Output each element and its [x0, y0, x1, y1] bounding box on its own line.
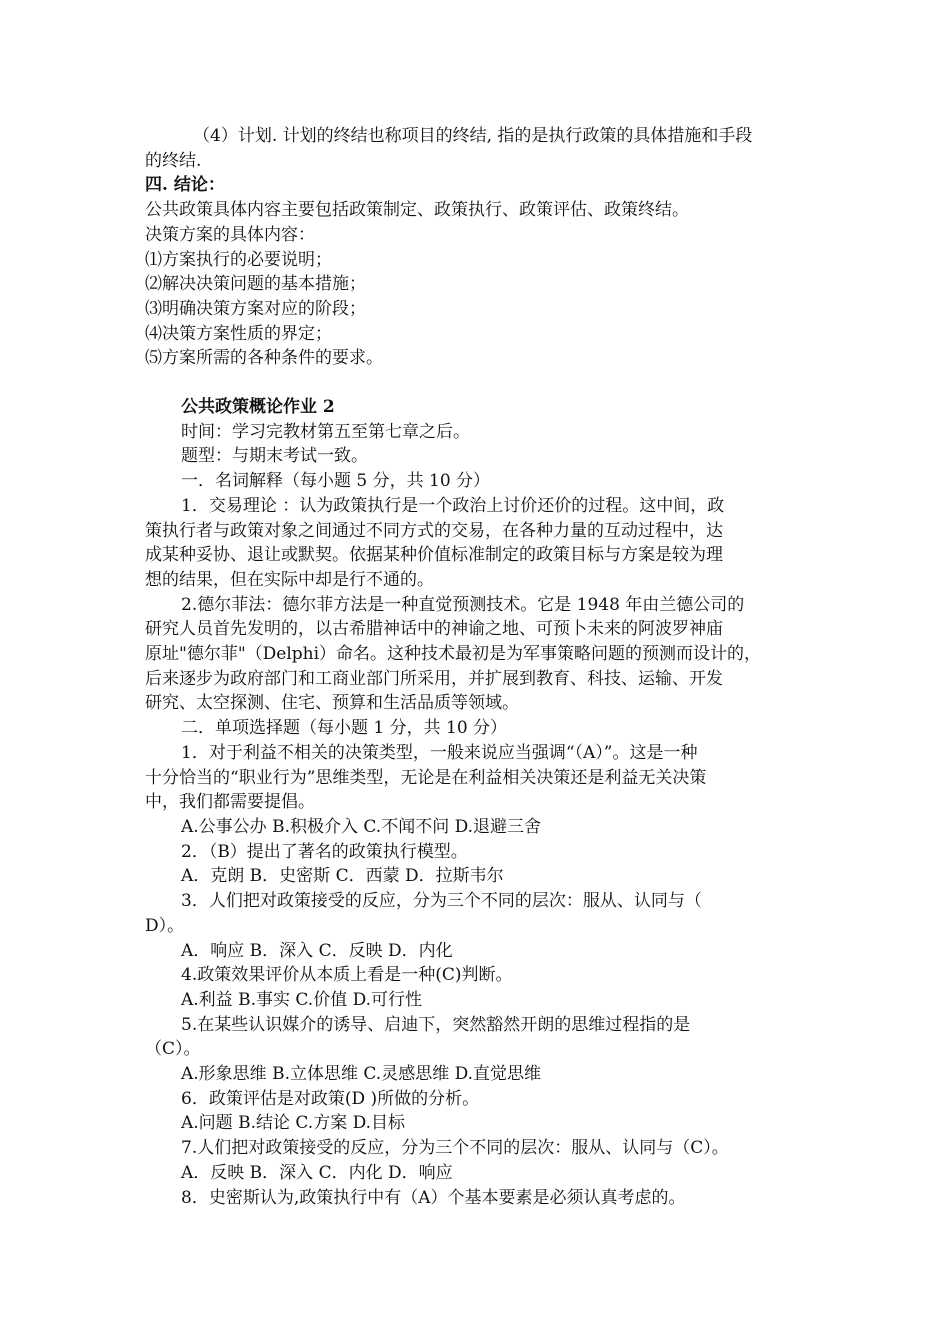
assignment-type: 题型：与期末考试一致。 [181, 446, 368, 467]
term1-line: 策执行者与政策对象之间通过不同方式的交易，在各种力量的互动过程中，达 [145, 520, 723, 541]
question-4-options: A.利益 B.事实 C.价值 D.可行性 [181, 989, 423, 1010]
part1-heading: 一．名词解释（每小题 5 分，共 10 分） [181, 471, 491, 492]
question-8: 8．史密斯认为,政策执行中有（A）个基本要素是必须认真考虑的。 [181, 1187, 686, 1208]
assignment-title: 公共政策概论作业 2 [181, 397, 335, 418]
question-3-cont: D）。 [145, 915, 185, 936]
list-item: ⑴方案执行的必要说明； [145, 249, 332, 270]
question-7: 7.人们把对政策接受的反应，分为三个不同的层次：服从、认同与（C）。 [181, 1138, 729, 1159]
term2-line: 研究、太空探测、住宅、预算和生活品质等领域。 [145, 693, 519, 714]
question-1-options: A.公事公办 B.积极介入 C.不闻不问 D.退避三舍 [181, 816, 542, 837]
term1-line: 想的结果，但在实际中却是行不通的。 [145, 569, 434, 590]
assignment-time: 时间：学习完教材第五至第七章之后。 [181, 421, 470, 442]
question-1-cont: 十分恰当的“职业行为”思维类型，无论是在利益相关决策还是利益无关决策 [145, 767, 707, 788]
question-5-options: A.形象思维 B.立体思维 C.灵感思维 D.直觉思维 [181, 1064, 542, 1085]
question-1-cont: 中，我们都需要提倡。 [145, 792, 315, 813]
spacer [145, 371, 810, 395]
conclusion-text: 公共政策具体内容主要包括政策制定、政策执行、政策评估、政策终结。 [145, 200, 689, 221]
list-item: ⑸方案所需的各种条件的要求。 [145, 348, 383, 369]
paragraph-plan-termination: （4）计划. 计划的终结也称项目的终结, 指的是执行政策的具体措施和手段 [193, 126, 753, 146]
paragraph-plan-termination-cont: 的终结. [145, 150, 202, 171]
list-item: ⑷决策方案性质的界定； [145, 323, 332, 344]
question-7-options: A．反映 B．深入 C．内化 D．响应 [181, 1162, 453, 1183]
term2-line: 研究人员首先发明的，以古希腊神话中的神谕之地、可预卜未来的阿波罗神庙 [145, 619, 723, 640]
list-item: ⑶明确决策方案对应的阶段； [145, 298, 366, 319]
question-3-options: A．响应 B．深入 C．反映 D．内化 [181, 940, 453, 961]
question-4: 4.政策效果评价从本质上看是一种(C)判断。 [181, 965, 513, 986]
question-1: 1．对于利益不相关的决策类型，一般来说应当强调“（A）”。这是一种 [181, 742, 698, 763]
question-6-options: A.问题 B.结论 C.方案 D.目标 [181, 1113, 406, 1134]
question-5-cont: （C）。 [145, 1039, 201, 1060]
part2-heading: 二．单项选择题（每小题 1 分，共 10 分） [181, 718, 508, 739]
term2-line: 原址"德尔菲"（Delphi）命名。这种技术最初是为军事策略问题的预测而设计的， [145, 644, 762, 665]
term2-line: 2.德尔菲法：德尔菲方法是一种直觉预测技术。它是 1948 年由兰德公司的 [181, 594, 745, 615]
term1-line: 1．交易理论 ：认为政策执行是一个政治上讨价还价的过程。这中间，政 [181, 495, 725, 516]
term2-line: 后来逐步为政府部门和工商业部门所采用，并扩展到教育、科技、运输、开发 [145, 668, 723, 689]
question-2-options: A．克朗 B．史密斯 C．西蒙 D．拉斯韦尔 [181, 866, 504, 887]
question-6: 6．政策评估是对政策(D )所做的分析。 [181, 1088, 480, 1109]
section-heading-conclusion: 四. 结论： [145, 175, 225, 196]
plan-content-heading: 决策方案的具体内容： [145, 224, 315, 245]
term1-line: 成某种妥协、退让或默契。依据某种价值标准制定的政策目标与方案是较为理 [145, 545, 723, 566]
list-item: ⑵解决决策问题的基本措施； [145, 274, 366, 295]
question-3: 3．人们把对政策接受的反应，分为三个不同的层次：服从、认同与（ [181, 891, 702, 912]
question-2: 2．（B）提出了著名的政策执行模型。 [181, 841, 468, 862]
question-5: 5.在某些认识媒介的诱导、启迪下，突然豁然开朗的思维过程指的是 [181, 1014, 691, 1035]
